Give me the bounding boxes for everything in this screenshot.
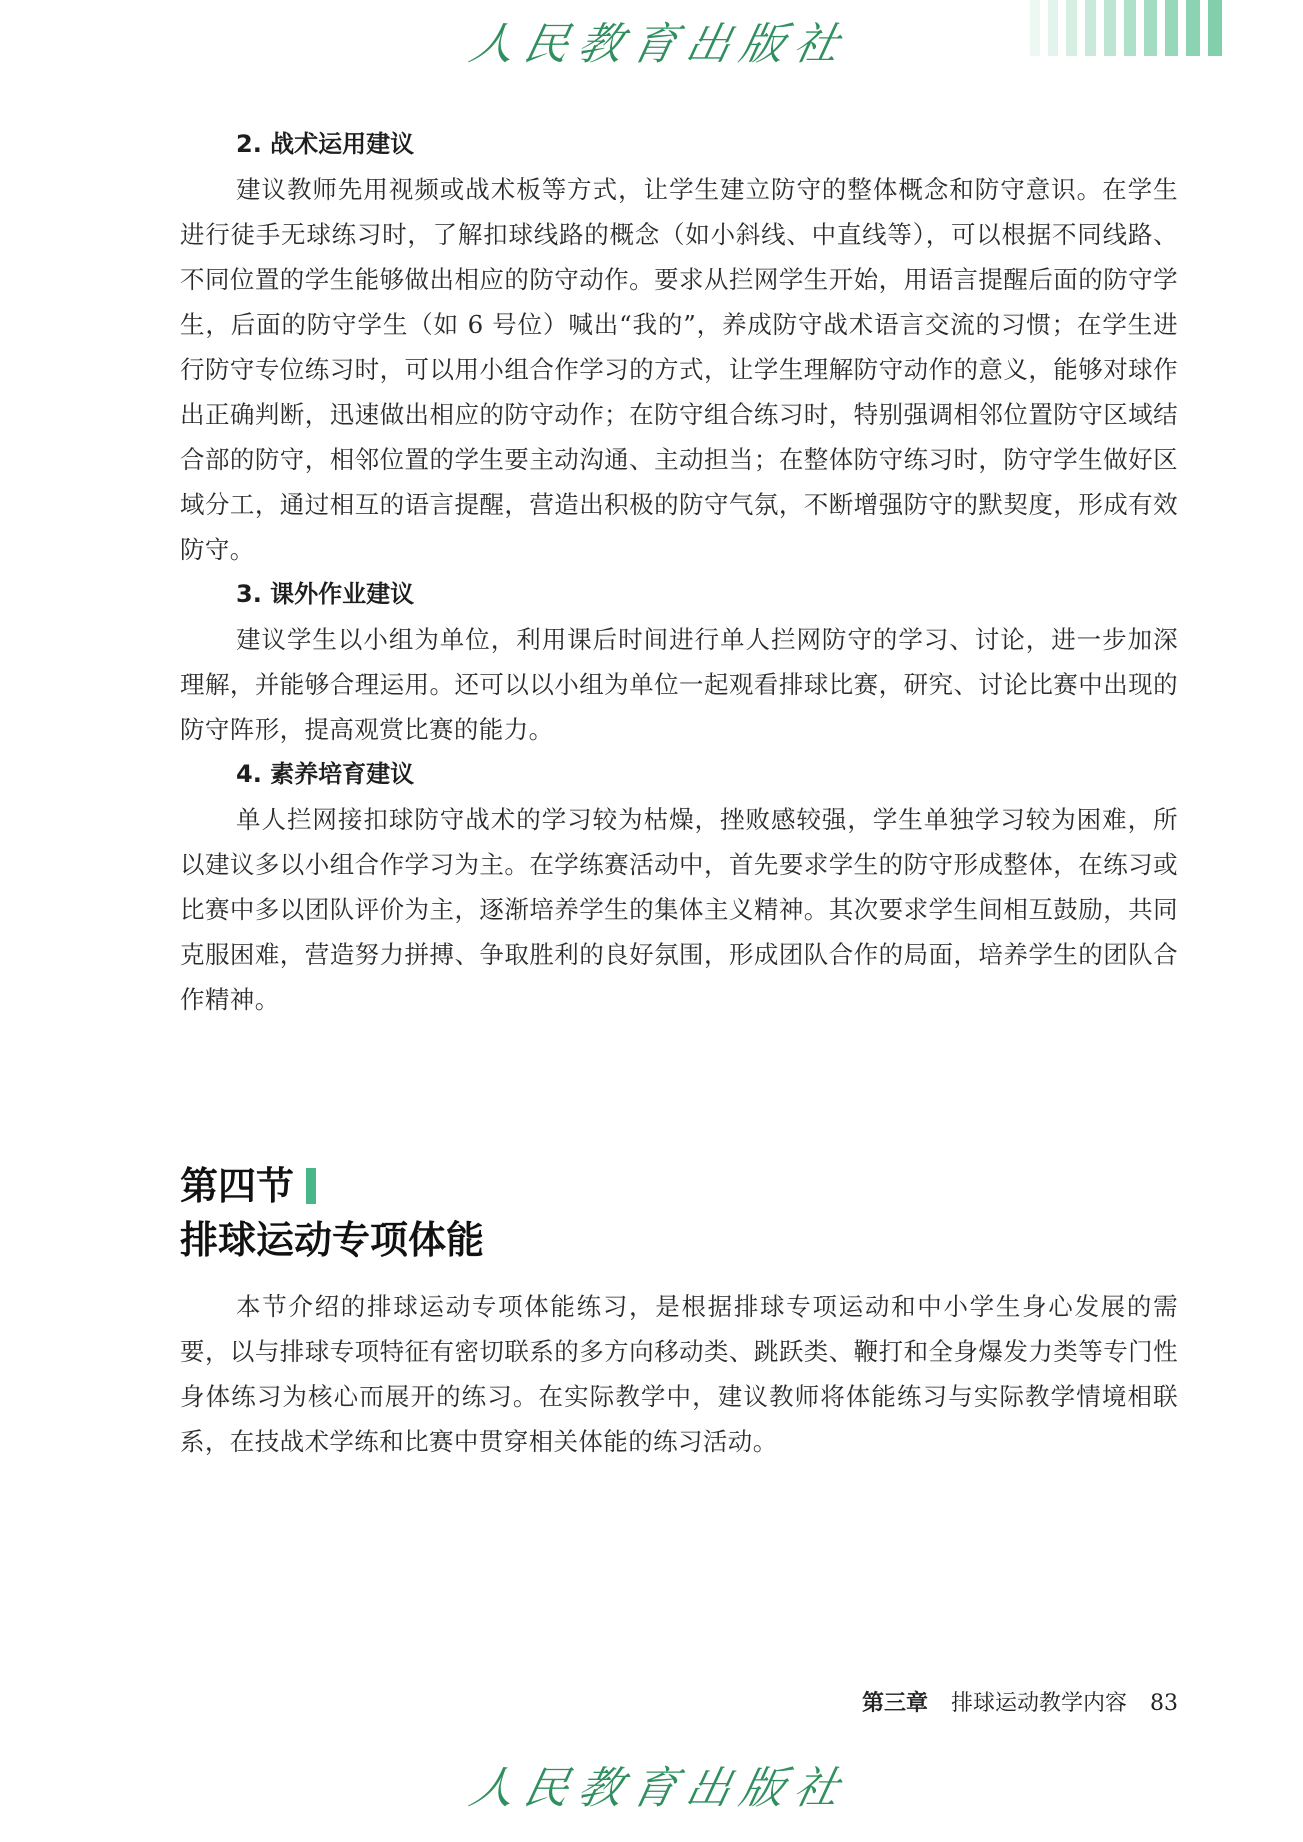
publisher-logo-top: 人民教育出版社 (465, 19, 855, 70)
page-footer (862, 1686, 1178, 1717)
header-stripe-decoration (1030, 0, 1303, 56)
header-stripe (1186, 0, 1200, 56)
header-stripe (1048, 0, 1058, 56)
section-title: 排球运动专项体能 (180, 1218, 485, 1262)
header-stripe (1104, 0, 1116, 56)
page-number: 83 (1150, 1691, 1178, 1716)
header-stripe (1066, 0, 1077, 56)
footer-chapter: 第三章 (861, 1690, 928, 1716)
body-paragraph: 建议学生以小组为单位，利用课后时间进行单人拦网防守的学习、讨论，进一步加深理解，并能够合理运用。还可以以小组为单位一起观看排球比赛，研究、讨论比赛中出现的防守阵形，提高观赏比赛的能力。 (180, 625, 1178, 744)
sub-heading: 4. 素养培育建议 (236, 760, 415, 788)
section-heading (180, 1160, 1178, 1268)
header-stripe (1208, 0, 1222, 56)
sub-heading: 3. 课外作业建议 (236, 580, 415, 608)
header-stripe (1165, 0, 1178, 56)
header-stripe (1124, 0, 1136, 56)
body-paragraph: 建议教师先用视频或战术板等方式，让学生建立防守的整体概念和防守意识。在学生进行徒手无球练习时，了解扣球线路的概念（如小斜线、中直线等），可以根据不同线路、不同位置的学生能够做出相应的防守动作。要求从拦网学生开始，用语言提醒后面的防守学生，后面的防守学生（如 6 号位）喊出“我的”，养成防守战术语言交流的习惯；在学生进行防守专位练习时，可以用小组合作学习的方式，让学生理解防守动作的意义，能够对球作出正确判断，迅速做出相应的防守动作；在防守组合练习时，特别强调相邻位置防守区域结合部的防守，相邻位置的学生要主动沟通、主动担当；在整体防守练习时，防守学生做好区域分工，通过相互的语言提醒，营造出积极的防守气氛，不断增强防守的默契度，形成有效防守。 (180, 175, 1178, 564)
body-paragraph: 单人拦网接扣球防守战术的学习较为枯燥，挫败感较强，学生单独学习较为困难，所以建议多以小组合作学习为主。在学练赛活动中，首先要求学生的防守形成整体，在练习或比赛中多以团队评价为主，逐渐培养学生的集体主义精神。其次要求学生间相互鼓励，共同克服困难，营造努力拼搏、争取胜利的良好氛围，形成团队合作的局面，培养学生的团队合作精神。 (180, 805, 1178, 1014)
section-number: 第四节 (180, 1164, 295, 1208)
header-stripe (1085, 0, 1096, 56)
footer-chapter-title: 排球运动教学内容 (950, 1691, 1127, 1716)
section-number-row (180, 1160, 1178, 1212)
section-intro-paragraph: 本节介绍的排球运动专项体能练习，是根据排球专项运动和中小学生身心发展的需要，以与排球专项特征有密切联系的多方向移动类、跳跃类、鞭打和全身爆发力类等专门性身体练习为核心而展开的练习。在实际教学中，建议教师将体能练习与实际教学情境相联系，在技战术学练和比赛中贯穿相关体能的练习活动。 (180, 1292, 1178, 1456)
sub-heading: 2. 战术运用建议 (236, 130, 415, 158)
main-content (180, 122, 1178, 1022)
publisher-logo-bottom: 人民教育出版社 (465, 1763, 855, 1814)
section-intro (180, 1284, 1178, 1464)
header-stripe (1144, 0, 1157, 56)
header-stripe (1030, 0, 1040, 56)
section-accent-bar (306, 1168, 316, 1204)
